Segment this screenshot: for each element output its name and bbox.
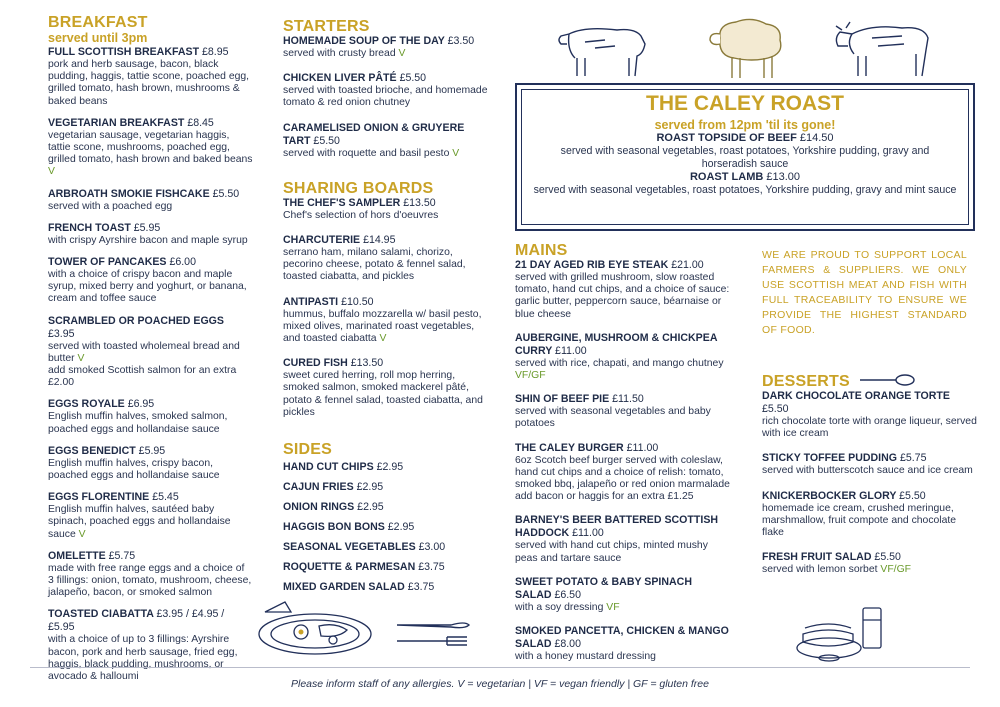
item-price: £5.50: [399, 72, 427, 85]
item-price: £5.50: [899, 489, 926, 502]
item-desc: served with seasonal vegetables and baby potatoes: [515, 406, 711, 430]
item-desc: homemade ice cream, crushed meringue, marshmallow, fruit compote and chocolate flake: [762, 502, 957, 539]
item-name: EGGS ROYALE: [48, 398, 125, 411]
menu-item: [283, 234, 493, 284]
menu-item: [48, 445, 253, 482]
item-name: ROAST LAMB: [689, 171, 764, 183]
menu-item: [48, 315, 253, 390]
desserts-title: DESSERTS: [762, 373, 850, 390]
diet-tag: VF/GF: [880, 564, 911, 576]
sheep-icon: [700, 10, 800, 82]
breakfast-plate-icon: [255, 598, 375, 658]
item-name: DARK CHOCOLATE ORANGE TORTE: [762, 390, 950, 402]
item-price: £5.75: [899, 452, 927, 465]
desserts-section: [762, 373, 977, 585]
menu-item: [48, 117, 253, 179]
item-name: 21 DAY AGED RIB EYE STEAK: [515, 259, 669, 271]
item-name: MIXED GARDEN SALAD: [283, 581, 405, 594]
item-price: £8.95: [202, 46, 229, 58]
menu-item: [48, 46, 253, 108]
item-extra: add smoked Scottish salmon for an extra £2.00: [48, 365, 237, 389]
item-name: EGGS FLORENTINE: [48, 491, 150, 504]
item-desc: served with a poached egg: [48, 200, 173, 212]
item-desc: with a choice of up to 3 fillings: Ayrshire bacon, pork and herb sausage, fried egg, haggis, black pudding, mushrooms, or avocado & halloumi: [48, 634, 238, 683]
item-price: £2.95: [387, 521, 415, 534]
item-desc: served with crusty bread: [283, 48, 396, 59]
local-suppliers-statement: WE ARE PROUD TO SUPPORT LOCAL FARMERS & SUPPLIERS. WE ONLY USE SCOTTISH MEAT AND FISH WITH FULL TRACEABILITY TO ENSURE WE PROVIDE THE HIGHEST STANDARD OF FOOD.: [762, 249, 967, 336]
menu-item: [48, 491, 253, 541]
item-desc: served with toasted wholemeal bread and butter: [48, 340, 240, 364]
item-price: £11.50: [612, 393, 644, 406]
item-price: £5.50: [313, 134, 340, 147]
side-item: [283, 521, 493, 534]
roast-title: THE CALEY ROAST: [646, 92, 844, 115]
item-price: £13.50: [403, 196, 436, 209]
item-price: £5.45: [152, 491, 179, 504]
bull-icon: [832, 14, 942, 80]
item-name: ROQUETTE & PARMESAN: [283, 561, 416, 574]
side-item: [283, 501, 493, 514]
item-price: £14.95: [363, 234, 396, 247]
item-name: EGGS BENEDICT: [48, 444, 136, 457]
item-price: £2.95: [357, 501, 384, 514]
side-item: [283, 541, 493, 554]
diet-tag: V: [78, 528, 86, 540]
item-desc: Chef's selection of hors d'oeuvres: [283, 209, 439, 221]
middle-column: [283, 18, 493, 601]
item-price: £5.75: [108, 549, 136, 562]
item-desc: served with grilled mushroom, slow roasted tomato, hand cut chips, and a choice of sauce: garlic butter, peppercorn sauce, béarnaise or blue cheese: [515, 272, 730, 320]
item-name: SEASONAL VEGETABLES: [283, 541, 416, 554]
menu-item: [48, 222, 253, 247]
item-desc: 6oz Scotch beef burger served with coleslaw, hand cut chips and a choice of relish: tomato, smoked bbq, jalapeño or red onion marmalade add bacon or haggis for an extra £1.25: [515, 454, 730, 503]
item-desc: with crispy Ayrshire bacon and maple syrup: [48, 234, 248, 246]
menu-item: [515, 576, 730, 614]
item-desc: served with lemon sorbet: [762, 564, 878, 576]
item-price: £11.00: [572, 527, 604, 540]
mains-title: MAINS: [515, 242, 568, 259]
item-name: SCRAMBLED OR POACHED EGGS: [48, 314, 224, 327]
item-name: TOASTED CIABATTA: [48, 608, 154, 621]
item-name: SMOKED PANCETTA, CHICKEN & MANGO SALAD: [515, 625, 729, 651]
menu-item: [48, 256, 253, 306]
menu-item: [283, 197, 493, 222]
item-desc: vegetarian sausage, vegetarian haggis, tattie scone, mushrooms, poached egg, grilled tomato, hash brown and baked beans: [48, 129, 253, 166]
footer-divider: [30, 667, 970, 668]
item-name: FRENCH TOAST: [48, 221, 131, 234]
item-desc: with a choice of crispy bacon and maple syrup, mixed berry and yoghurt, or banana, cream and toffee sauce: [48, 269, 247, 305]
menu-item: [283, 72, 493, 109]
menu-item: [762, 551, 977, 576]
side-item: [283, 461, 493, 474]
item-name: KNICKERBOCKER GLORY: [762, 489, 897, 502]
menu-item: [515, 514, 730, 564]
item-price: £21.00: [671, 259, 704, 271]
item-price: £6.50: [554, 588, 581, 601]
item-name: OMELETTE: [48, 549, 106, 562]
menu-item: [48, 188, 253, 213]
item-desc: served with toasted brioche, and homemade tomato & red onion chutney: [283, 85, 488, 109]
item-desc: English muffin halves, sautéed baby spinach, poached eggs and hollandaise sauce: [48, 504, 231, 540]
cow-icon: [555, 14, 655, 80]
item-desc: made with free range eggs and a choice of 3 fillings: onion, tomato, mushroom, cheese, jalapeño, bacon, or smoked salmon: [48, 562, 252, 599]
item-price: £3.00: [418, 541, 446, 554]
menu-item: [762, 490, 977, 540]
allergy-footer: Please inform staff of any allergies. V = vegetarian | VF = vegan friendly | GF = gluten free: [290, 678, 709, 690]
roast-inner-border: [521, 89, 969, 225]
item-desc: hummus, buffalo mozzarella w/ basil pesto, mixed olives, marinated roast vegetables, and toasted ciabatta: [283, 308, 482, 345]
item-name: THE CHEF'S SAMPLER: [283, 196, 401, 209]
item-desc: served with hand cut chips, minted mushy peas and tartare sauce: [515, 540, 708, 564]
menu-item: [48, 398, 253, 435]
item-desc: rich chocolate torte with orange liqueur, served with ice cream: [762, 416, 977, 440]
menu-item: [283, 296, 493, 346]
item-name: HAND CUT CHIPS: [283, 461, 374, 474]
spoon-icon: [858, 373, 916, 387]
item-name: ANTIPASTI: [283, 295, 339, 308]
menu-item: [48, 550, 253, 600]
breakfast-title: BREAKFAST: [48, 14, 148, 31]
item-price: £6.00: [169, 256, 196, 269]
roast-subtitle: served from 12pm 'til its gone!: [654, 118, 836, 132]
item-name: ONION RINGS: [283, 501, 355, 514]
item-name: CARAMELISED ONION & GRUYERE TART: [283, 121, 465, 147]
item-price: £3.95: [48, 327, 75, 340]
item-price: £5.95: [133, 221, 161, 234]
menu-item: [515, 625, 730, 663]
item-name: TOWER OF PANCAKES: [48, 256, 167, 269]
item-name: VEGETARIAN BREAKFAST: [48, 116, 185, 129]
item-desc: served with rice, chapati, and mango chutney: [515, 357, 724, 369]
side-item: [283, 481, 493, 494]
menu-item: [762, 390, 977, 440]
item-name: CURED FISH: [283, 357, 348, 370]
sharing-title: SHARING BOARDS: [283, 179, 434, 197]
menu-item: [515, 442, 730, 504]
item-desc: served with seasonal vegetables, roast potatoes, Yorkshire pudding, gravy and mint sauce: [533, 184, 957, 196]
side-item: [283, 561, 493, 574]
item-price: £8.00: [554, 638, 581, 651]
item-desc: sweet cured herring, roll mop herring, smoked salmon, smoked mackerel pâté, potato & fennel salad, toasted ciabatta, and pickles: [283, 370, 483, 418]
item-price: £2.95: [356, 481, 384, 494]
item-price: £6.95: [127, 398, 155, 411]
item-name: FRESH FRUIT SALAD: [762, 551, 872, 564]
item-desc: serrano ham, milano salami, chorizo, pecorino cheese, potato & fennel salad, toasted ciabatta, and pickles: [283, 247, 466, 283]
item-desc: served with roquette and basil pesto: [283, 147, 450, 159]
menu-item: [283, 35, 493, 60]
menu-item: [48, 608, 253, 683]
item-name: STICKY TOFFEE PUDDING: [762, 452, 897, 465]
breakfast-subtitle: served until 3pm: [48, 31, 148, 45]
item-name: SWEET POTATO & BABY SPINACH SALAD: [515, 575, 692, 601]
menu-item: [283, 357, 493, 419]
item-name: ARBROATH SMOKIE FISHCAKE: [48, 187, 210, 200]
item-price: £5.50: [212, 187, 240, 200]
menu-item: [515, 332, 730, 382]
diet-tag: VF/GF: [515, 370, 546, 382]
item-price: £2.95: [376, 461, 404, 474]
item-price: £3.75: [418, 561, 445, 574]
item-price: £13.50: [350, 357, 384, 370]
diet-tag: V: [452, 147, 460, 159]
item-name: CHARCUTERIE: [283, 234, 361, 247]
item-name: HOMEMADE SOUP OF THE DAY: [283, 35, 445, 47]
item-desc: served with butterscotch sauce and ice cream: [762, 465, 973, 477]
diet-tag: V: [48, 166, 55, 178]
menu-item: [762, 452, 977, 477]
item-name: BARNEY'S BEER BATTERED SCOTTISH HADDOCK: [515, 514, 719, 540]
item-price: £8.45: [187, 116, 214, 129]
menu-item: [515, 259, 730, 321]
diet-tag: V: [398, 48, 406, 59]
diet-tag: VF: [606, 601, 620, 613]
item-name: FULL SCOTTISH BREAKFAST: [48, 46, 200, 58]
cutlery-icon: [393, 615, 473, 651]
item-desc: with a honey mustard dressing: [515, 651, 656, 663]
item-price: £13.00: [766, 171, 801, 183]
item-price: £10.50: [341, 295, 374, 308]
item-desc: English muffin halves, crispy bacon, poached eggs and hollandaise sauce: [48, 457, 220, 482]
breakfast-section: [48, 14, 253, 692]
item-price: £5.50: [762, 403, 789, 415]
menu-item: [283, 122, 493, 160]
item-price: £14.50: [799, 132, 834, 144]
menu-item: [515, 393, 730, 430]
item-price: £11.00: [626, 441, 659, 454]
item-price: £3.95 / £4.95 / £5.95: [48, 608, 225, 634]
diet-tag: V: [77, 352, 85, 364]
item-price: £3.50: [447, 35, 475, 47]
diet-tag: V: [379, 333, 387, 345]
item-price: £5.95: [138, 444, 166, 457]
item-name: AUBERGINE, MUSHROOM & CHICKPEA CURRY: [515, 331, 718, 357]
item-desc: served with seasonal vegetables, roast potatoes, Yorkshire pudding, gravy and horseradish sauce: [560, 145, 930, 170]
item-name: SHIN OF BEEF PIE: [515, 393, 610, 406]
mains-section: [515, 242, 730, 672]
item-desc: with a soy dressing: [515, 601, 604, 613]
item-name: THE CALEY BURGER: [515, 441, 624, 454]
item-desc: English muffin halves, smoked salmon, poached eggs and hollandaise sauce: [48, 411, 228, 435]
item-name: CAJUN FRIES: [283, 481, 354, 494]
caley-roast-box: [515, 83, 975, 231]
pancakes-icon: [793, 598, 893, 664]
item-price: £5.50: [874, 551, 901, 564]
item-desc: pork and herb sausage, bacon, black pudding, haggis, tattie scone, poached egg, grilled tomato, hash brown, mushrooms & baked beans: [48, 59, 250, 107]
starters-title: STARTERS: [283, 18, 370, 35]
item-price: £11.00: [555, 344, 587, 357]
side-item: [283, 581, 493, 594]
item-price: £3.75: [407, 581, 435, 594]
item-name: ROAST TOPSIDE OF BEEF: [656, 132, 797, 144]
sides-title: SIDES: [283, 441, 333, 459]
item-name: CHICKEN LIVER PÂTÉ: [283, 72, 397, 85]
item-name: HAGGIS BON BONS: [283, 521, 385, 534]
